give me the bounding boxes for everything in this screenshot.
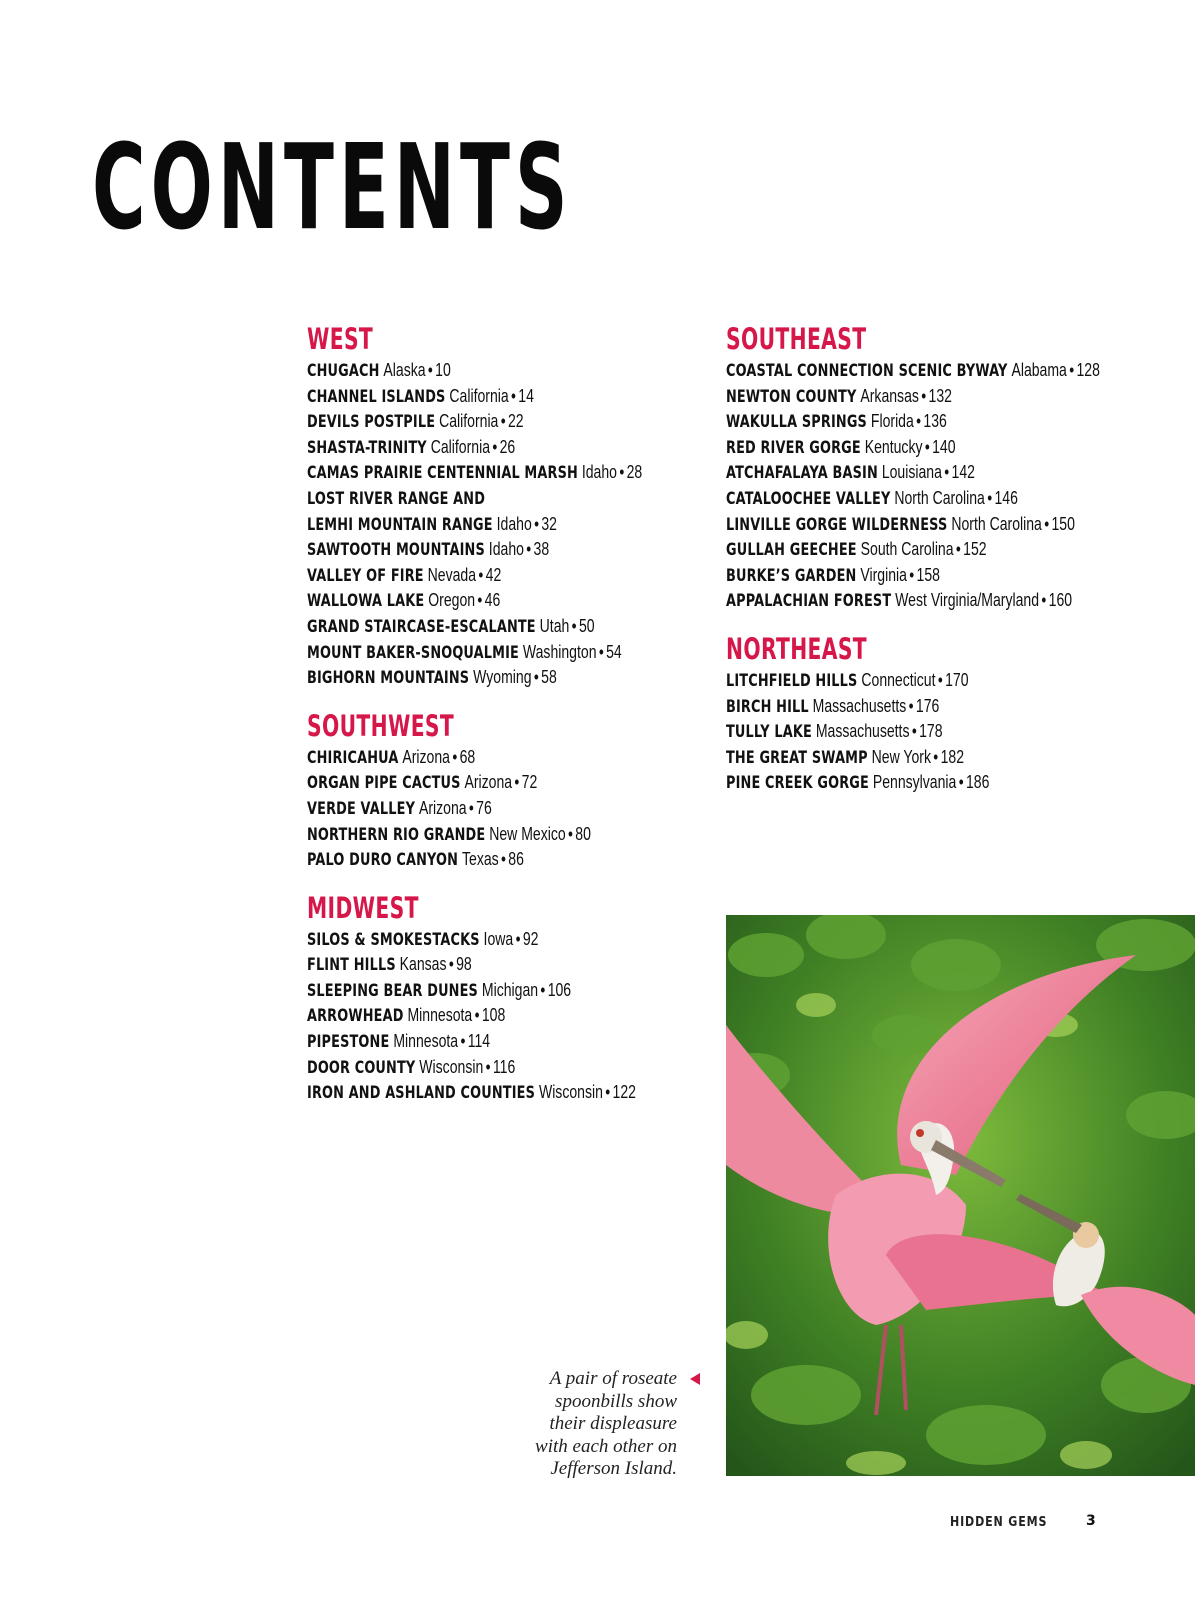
entry-page: 86	[508, 849, 524, 870]
entry-bullet: •	[514, 772, 520, 793]
contents-column-right	[726, 322, 1195, 814]
section-heading-northeast: NORTHEAST	[726, 631, 868, 666]
toc-entry	[726, 460, 1100, 486]
spoonbill-photo	[726, 915, 1195, 1476]
entry-page: 150	[1051, 513, 1075, 534]
toc-entry	[726, 563, 1100, 589]
entry-place: South Carolina	[860, 539, 954, 560]
entry-place: California	[439, 411, 499, 432]
entry-page: 170	[945, 669, 969, 690]
entry-bullet: •	[937, 669, 943, 690]
toc-entry	[307, 486, 642, 512]
entry-place: Michigan	[481, 979, 539, 1000]
entry-place: Idaho	[488, 539, 524, 560]
entry-place: Wyoming	[473, 667, 532, 688]
entry-place: Massachusetts	[812, 695, 907, 716]
caption-line: spoonbills show	[555, 1390, 677, 1412]
entry-bullet: •	[568, 823, 573, 844]
toc-entry	[726, 435, 1100, 461]
entry-place: Pennsylvania	[872, 772, 957, 793]
toc-entry	[307, 770, 642, 796]
entry-page: 28	[626, 462, 643, 483]
entry-name: SILOS & SMOKESTACKS	[307, 929, 480, 949]
entry-name: BURKE’S GARDEN	[726, 565, 857, 585]
entry-place: Utah	[539, 615, 570, 636]
entry-name: APPALACHIAN FOREST	[726, 591, 892, 611]
entry-bullet: •	[427, 360, 433, 380]
entry-place: Arizona	[402, 746, 450, 767]
toc-entry	[726, 770, 1100, 796]
toc-entry	[307, 384, 642, 410]
section-heading-midwest: MIDWEST	[307, 890, 419, 925]
entry-page: 26	[499, 436, 516, 457]
toc-entry	[726, 409, 1100, 435]
entry-bullet: •	[515, 928, 521, 949]
entry-bullet: •	[452, 746, 458, 767]
toc-entry	[307, 640, 642, 666]
caption-line: with each other on	[535, 1435, 677, 1457]
entry-bullet: •	[501, 849, 506, 870]
entry-page: 176	[915, 695, 940, 716]
section-southeast	[726, 322, 1195, 614]
entry-place: West Virginia/Maryland	[895, 590, 1040, 611]
entry-place: Minnesota	[407, 1005, 473, 1026]
entry-name: FLINT HILLS	[307, 955, 396, 975]
entry-page: 58	[541, 667, 557, 688]
entry-bullet: •	[534, 513, 540, 534]
entry-name: CHUGACH	[307, 361, 380, 380]
entry-name: GRAND STAIRCASE-ESCALANTE	[307, 616, 536, 636]
entry-name: SAWTOOTH MOUNTAINS	[307, 540, 485, 560]
entry-bullet: •	[500, 411, 506, 432]
toc-entry	[307, 614, 642, 640]
entry-page: 122	[612, 1082, 636, 1103]
toc-entry	[307, 978, 642, 1004]
toc-entry	[726, 668, 1100, 694]
section-northeast	[726, 632, 1195, 796]
entry-list-northeast	[726, 668, 1195, 796]
entry-list-west	[307, 358, 737, 691]
toc-entry	[307, 927, 642, 953]
entry-page: 186	[965, 772, 990, 793]
entry-name: LINVILLE GORGE WILDERNESS	[726, 514, 948, 534]
toc-entry	[307, 952, 642, 978]
entry-name: DOOR COUNTY	[307, 1057, 416, 1077]
toc-entry	[726, 358, 1100, 384]
entry-place: Idaho	[496, 513, 532, 534]
entry-name: SLEEPING BEAR DUNES	[307, 980, 478, 1000]
entry-place: Nevada	[427, 564, 477, 585]
entry-name: BIRCH HILL	[726, 696, 809, 716]
entry-name: CATALOOCHEE VALLEY	[726, 488, 891, 508]
entry-name: TULLY LAKE	[726, 722, 812, 742]
section-heading-southwest: SOUTHWEST	[307, 708, 455, 743]
entry-page: 140	[932, 436, 956, 457]
entry-bullet: •	[987, 487, 993, 508]
entry-name: WAKULLA SPRINGS	[726, 412, 867, 432]
entry-place: North Carolina	[894, 487, 985, 508]
toc-entry	[307, 665, 642, 691]
toc-entry	[307, 1080, 642, 1106]
entry-place: Alaska	[383, 360, 426, 380]
toc-entry	[726, 486, 1100, 512]
caption-line: their displeasure	[549, 1413, 677, 1434]
entry-place: California	[430, 436, 491, 457]
entry-list-southwest	[307, 745, 737, 873]
entry-name: NEWTON COUNTY	[726, 386, 857, 406]
entry-page: 160	[1048, 590, 1073, 611]
entry-name: COASTAL CONNECTION SCENIC BYWAY	[726, 361, 1008, 380]
entry-page: 146	[994, 487, 1018, 508]
entry-page: 68	[459, 746, 476, 767]
entry-place: Kentucky	[864, 436, 923, 457]
entry-name: BIGHORN MOUNTAINS	[307, 668, 470, 688]
entry-bullet: •	[474, 1005, 480, 1026]
entry-place: Wisconsin	[538, 1082, 603, 1103]
entry-bullet: •	[1041, 590, 1047, 611]
entry-name: VALLEY OF FIRE	[307, 565, 424, 585]
entry-bullet: •	[924, 436, 930, 457]
toc-entry	[307, 358, 642, 384]
entry-place: New Mexico	[489, 823, 566, 844]
page-title: CONTENTS	[92, 118, 573, 256]
entry-bullet: •	[955, 539, 961, 560]
entry-place: Arizona	[418, 797, 467, 818]
entry-place: Iowa	[483, 928, 514, 949]
entry-name: LOST RIVER RANGE AND	[307, 488, 486, 508]
entry-bullet: •	[921, 385, 927, 406]
toc-entry	[307, 796, 642, 822]
entry-name: IRON AND ASHLAND COUNTIES	[307, 1083, 536, 1103]
entry-bullet: •	[571, 615, 577, 636]
entry-bullet: •	[448, 954, 454, 975]
caption-line: A pair of roseate	[549, 1368, 677, 1389]
entry-bullet: •	[533, 667, 539, 688]
toc-entry	[307, 1055, 642, 1081]
entry-page: 92	[522, 928, 539, 949]
entry-name: CAMAS PRAIRIE CENTENNIAL MARSH	[307, 463, 578, 483]
entry-page: 114	[467, 1031, 491, 1052]
entry-place: Florida	[870, 411, 914, 432]
entry-page: 22	[507, 411, 524, 432]
entry-page: 142	[951, 462, 975, 483]
toc-entry	[307, 563, 642, 589]
toc-entry	[726, 588, 1100, 614]
entry-name: ARROWHEAD	[307, 1006, 404, 1026]
entry-bullet: •	[1069, 360, 1075, 380]
entry-place: Arkansas	[860, 385, 919, 406]
entry-bullet: •	[908, 695, 914, 716]
entry-bullet: •	[485, 1056, 491, 1077]
entry-place: Alabama	[1011, 360, 1067, 380]
entry-bullet: •	[1044, 513, 1050, 534]
entry-page: 136	[923, 411, 947, 432]
toc-entry	[307, 588, 642, 614]
toc-entry	[726, 384, 1100, 410]
section-heading-west: WEST	[307, 322, 374, 356]
entry-name: PINE CREEK GORGE	[726, 773, 869, 793]
entry-page: 76	[476, 797, 492, 818]
entry-bullet: •	[598, 641, 604, 662]
entry-page: 106	[547, 979, 572, 1000]
entry-place: Texas	[462, 849, 499, 870]
section-heading-southeast: SOUTHEAST	[726, 322, 867, 356]
entry-page: 98	[456, 954, 472, 975]
entry-page: 38	[533, 539, 550, 560]
entry-bullet: •	[944, 462, 950, 483]
entry-bullet: •	[909, 564, 915, 585]
entry-bullet: •	[478, 564, 484, 585]
entry-place: Massachusetts	[815, 721, 910, 742]
entry-bullet: •	[619, 462, 625, 483]
entry-list-southeast	[726, 358, 1195, 614]
entry-place: Connecticut	[861, 669, 936, 690]
entry-name: ATCHAFALAYA BASIN	[726, 463, 878, 483]
entry-place: Minnesota	[393, 1031, 459, 1052]
entry-bullet: •	[468, 797, 474, 818]
entry-page: 54	[606, 641, 622, 662]
entry-page: 116	[492, 1056, 516, 1077]
entry-page: 72	[521, 772, 538, 793]
entry-name: PALO DURO CANYON	[307, 850, 459, 870]
toc-entry	[307, 512, 642, 538]
entry-name: SHASTA-TRINITY	[307, 437, 427, 457]
entry-name: ORGAN PIPE CACTUS	[307, 773, 461, 793]
toc-entry	[726, 745, 1100, 771]
entry-bullet: •	[933, 746, 939, 767]
entry-page: 108	[481, 1005, 506, 1026]
entry-place: North Carolina	[951, 513, 1042, 534]
entry-page: 152	[963, 539, 987, 560]
entry-place: Oregon	[428, 590, 476, 611]
running-head: HIDDEN GEMS	[950, 1515, 1048, 1530]
entry-page: 80	[575, 823, 591, 844]
caption-line: Jefferson Island.	[550, 1458, 677, 1479]
toc-entry	[307, 847, 642, 873]
contents-column-left	[307, 322, 737, 1124]
entry-bullet: •	[526, 539, 532, 560]
entry-page: 178	[919, 721, 943, 742]
toc-entry	[307, 745, 642, 771]
toc-entry	[726, 719, 1100, 745]
entry-page: 182	[940, 746, 965, 767]
toc-entry	[307, 435, 642, 461]
photo-caption	[477, 1368, 677, 1481]
entry-bullet: •	[605, 1082, 611, 1103]
toc-entry	[726, 537, 1100, 563]
entry-page: 10	[435, 360, 451, 380]
toc-entry	[307, 1003, 642, 1029]
toc-entry	[307, 409, 642, 435]
entry-place: New York	[871, 746, 931, 767]
entry-place: Virginia	[860, 564, 907, 585]
entry-bullet: •	[911, 721, 917, 742]
entry-bullet: •	[460, 1031, 466, 1052]
entry-place: Arizona	[464, 772, 513, 793]
page-number: 3	[1086, 1513, 1096, 1529]
entry-page: 42	[485, 564, 502, 585]
toc-entry	[307, 822, 642, 848]
entry-bullet: •	[916, 411, 922, 432]
toc-entry	[307, 1029, 642, 1055]
toc-entry	[307, 537, 642, 563]
entry-bullet: •	[511, 385, 516, 406]
entry-place: Wisconsin	[419, 1056, 484, 1077]
entry-name: NORTHERN RIO GRANDE	[307, 824, 486, 844]
entry-place: Kansas	[399, 954, 447, 975]
entry-bullet: •	[492, 436, 498, 457]
entry-page: 132	[928, 385, 952, 406]
entry-page: 46	[484, 590, 501, 611]
entry-name: GULLAH GEECHEE	[726, 540, 857, 560]
entry-place: California	[449, 385, 509, 406]
entry-name: MOUNT BAKER-SNOQUALMIE	[307, 642, 519, 662]
caption-pointer-icon	[690, 1373, 700, 1385]
entry-page: 14	[518, 385, 534, 406]
entry-name: WALLOWA LAKE	[307, 591, 425, 611]
toc-entry	[307, 460, 642, 486]
entry-name: LEMHI MOUNTAIN RANGE	[307, 514, 493, 534]
entry-place: Washington	[522, 641, 597, 662]
section-west	[307, 322, 737, 691]
entry-name: CHIRICAHUA	[307, 747, 399, 767]
toc-entry	[726, 694, 1100, 720]
entry-page: 32	[541, 513, 557, 534]
section-southwest	[307, 709, 737, 873]
entry-page: 158	[916, 564, 940, 585]
entry-page: 50	[578, 615, 595, 636]
entry-name: CHANNEL ISLANDS	[307, 386, 446, 406]
entry-bullet: •	[477, 590, 483, 611]
entry-name: THE GREAT SWAMP	[726, 747, 868, 767]
toc-entry	[726, 512, 1100, 538]
entry-name: LITCHFIELD HILLS	[726, 670, 858, 690]
entry-name: VERDE VALLEY	[307, 798, 416, 818]
entry-name: RED RIVER GORGE	[726, 437, 861, 457]
entry-name: PIPESTONE	[307, 1032, 390, 1052]
entry-name: DEVILS POSTPILE	[307, 412, 436, 432]
entry-bullet: •	[540, 979, 546, 1000]
entry-place: Idaho	[581, 462, 617, 483]
entry-list-midwest	[307, 927, 737, 1106]
entry-place: Louisiana	[881, 462, 942, 483]
entry-bullet: •	[958, 772, 964, 793]
page-footer	[950, 1513, 1096, 1531]
section-midwest	[307, 891, 737, 1106]
entry-page: 128	[1076, 360, 1100, 380]
